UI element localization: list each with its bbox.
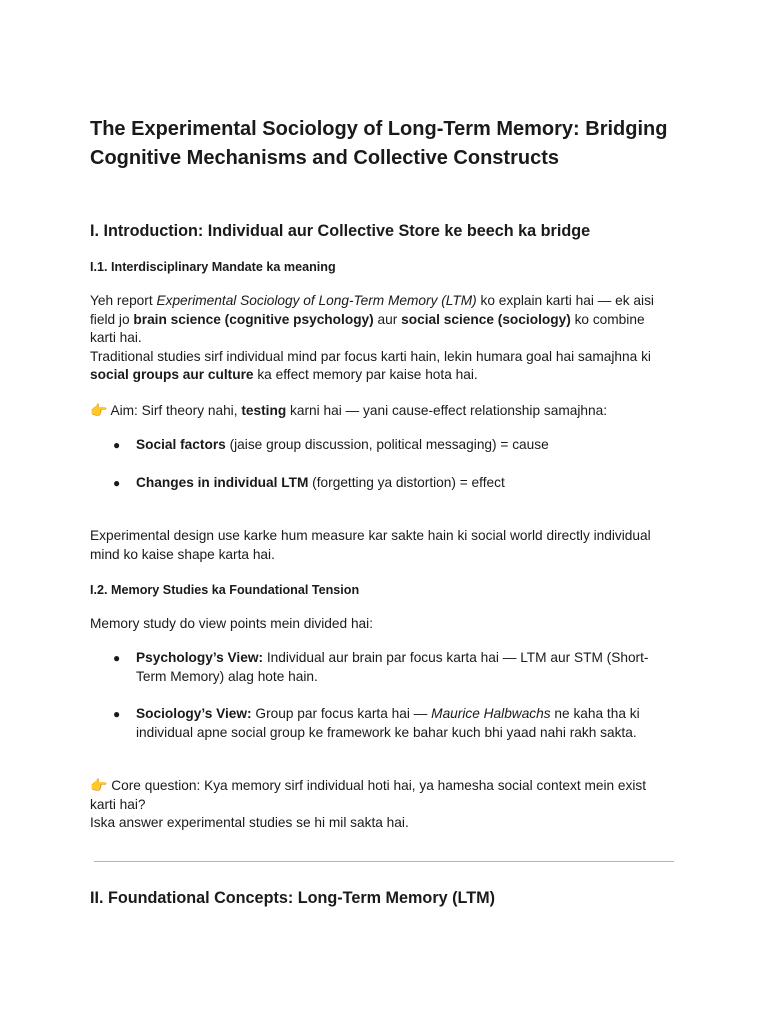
pointing-hand-icon: 👉 bbox=[90, 403, 108, 419]
paragraph-tension-intro: Memory study do view points mein divided hai: bbox=[90, 616, 374, 631]
list-item: ● Changes in individual LTM (forgetting ya distortion) = effect bbox=[90, 474, 672, 493]
paragraph-intro: Yeh report Experimental Sociology of Long-Term Memory (LTM) ko explain karti hai — ek aisi field jo brain science (cognitive psychology) aur social science (sociology) ko combine karti hai. Traditional studies sirf individual mind par focus karti hain, lekin humara goal hai samajhna ki social groups aur culture ka effect memory par kaise hota hai. bbox=[90, 293, 654, 382]
bullet-icon: ● bbox=[113, 651, 121, 665]
bullet-icon: ● bbox=[113, 707, 121, 721]
views-bullet-list bbox=[90, 649, 672, 686]
bullet-icon: ● bbox=[113, 438, 121, 452]
subsection-1-1-heading: I.1. Interdisciplinary Mandate ka meaning bbox=[90, 260, 336, 274]
pointing-hand-icon: 👉 bbox=[90, 778, 108, 794]
paragraph-experimental-design: Experimental design use karke hum measure kar sakte hain ki social world directly individual mind ko kaise shape karta hai. bbox=[90, 528, 651, 562]
views-bullet-list-2 bbox=[90, 705, 672, 742]
document-title: The Experimental Sociology of Long-Term Memory: Bridging Cognitive Mechanisms and Collective Constructs bbox=[90, 118, 668, 169]
horizontal-divider bbox=[94, 861, 674, 862]
list-item: ● Psychology’s View: Individual aur brain par focus karta hai — LTM aur STM (Short-Term Memory) alag hote hain. bbox=[113, 650, 649, 684]
aim-bullet-list bbox=[90, 436, 672, 455]
paragraph-core-question: 👉 Core question: Kya memory sirf individual hoti hai, ya hamesha social context mein exist karti hai? Iska answer experimental studies se hi mil sakta hai. bbox=[90, 778, 647, 830]
section-2-heading: II. Foundational Concepts: Long-Term Memory (LTM) bbox=[90, 889, 495, 907]
paragraph-aim: 👉 Aim: Sirf theory nahi, testing karni hai — yani cause-effect relationship samajhna: bbox=[90, 403, 608, 419]
list-item: ● Sociology’s View: Group par focus karta hai — Maurice Halbwachs ne kaha tha ki individual apne social group ke framework ke bahar kuch bhi yaad nahi rakh sakta. bbox=[113, 706, 640, 740]
aim-bullet-list-2 bbox=[90, 474, 672, 493]
subsection-1-2-heading: I.2. Memory Studies ka Foundational Tension bbox=[90, 583, 360, 597]
list-item: ● Social factors (jaise group discussion, political messaging) = cause bbox=[90, 436, 672, 455]
bullet-icon: ● bbox=[113, 476, 121, 490]
section-1-heading: I. Introduction: Individual aur Collective Store ke beech ka bridge bbox=[90, 222, 591, 240]
